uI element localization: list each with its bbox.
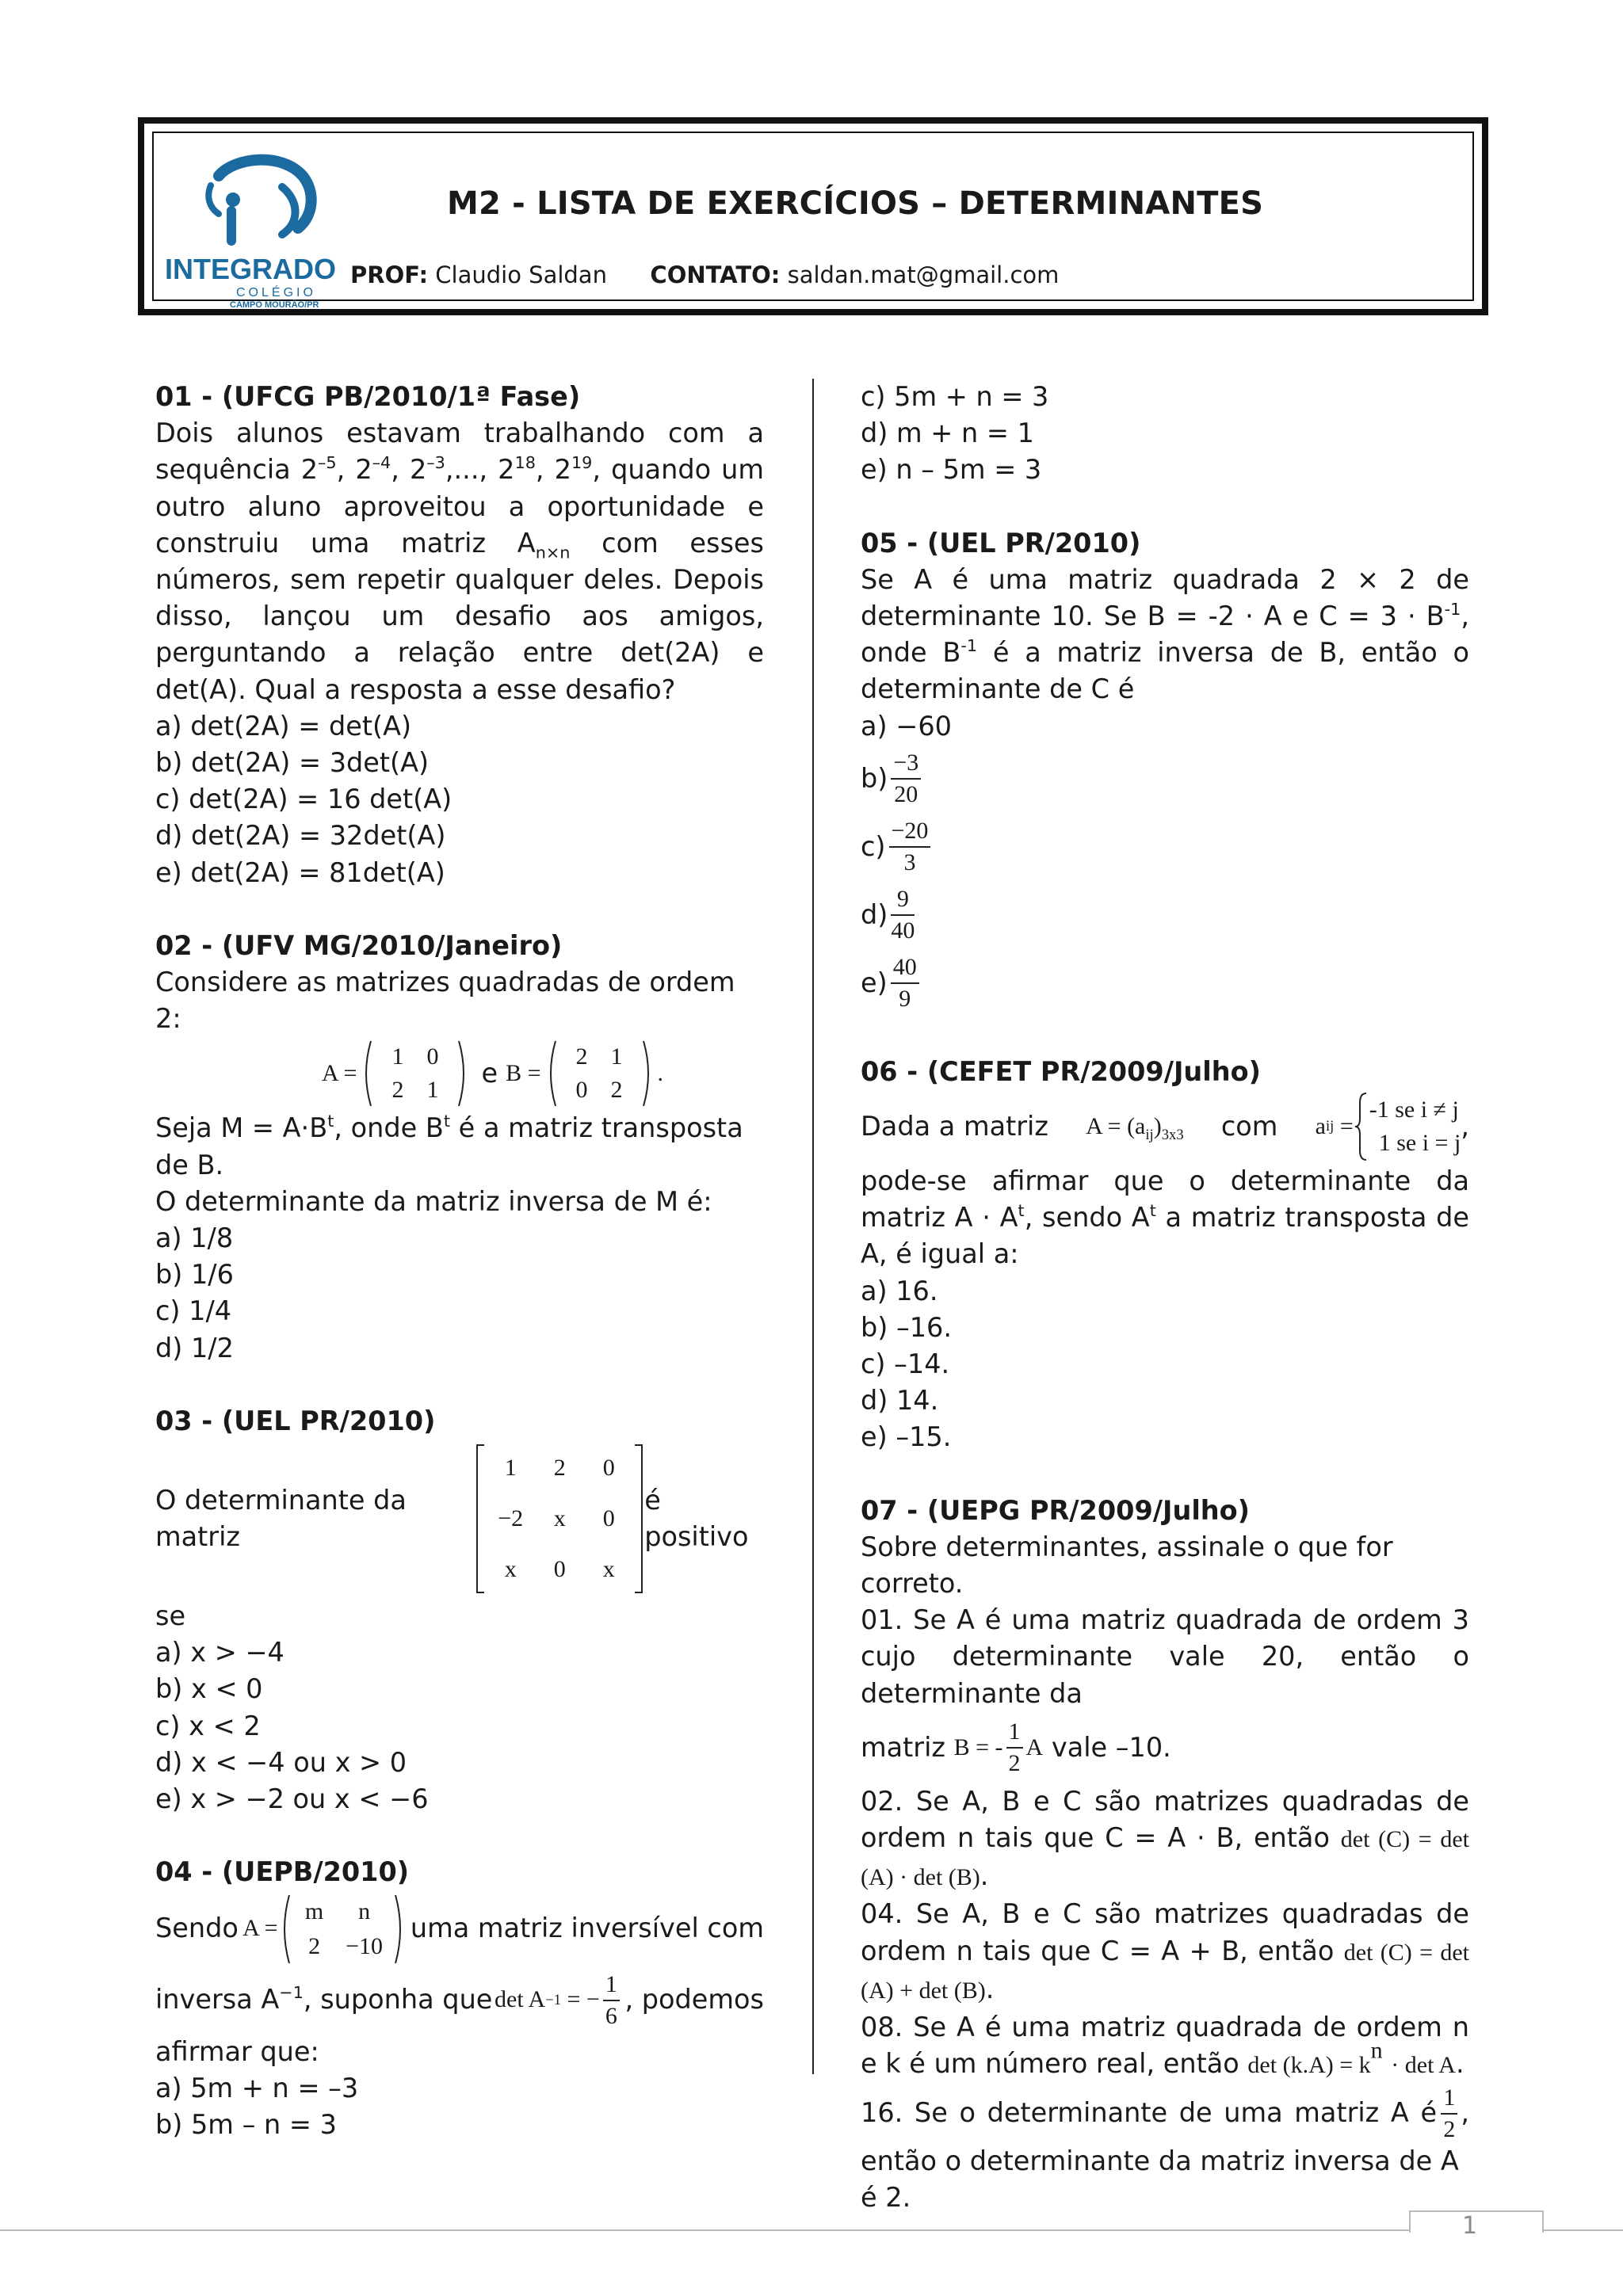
item-text: matriz (861, 1731, 945, 1763)
left-bracket-icon (475, 1444, 486, 1594)
question-02 (155, 928, 764, 1367)
option-label: b) (861, 762, 888, 794)
case: 1 se i = j (1378, 1130, 1461, 1157)
math-text: det (C) = det (A) + det (B) (861, 1939, 1469, 2004)
q06-text-3: a matriz transposta de A, é igual a: (861, 1202, 1469, 1270)
q04-exp: −1 (279, 1983, 304, 2003)
page-title: M2 - LISTA DE EXERCÍCIOS – DETERMINANTES (447, 185, 1264, 222)
item-16 (861, 2084, 1469, 2143)
matrix-cell: 2 (308, 1932, 321, 1959)
question-title: 07 - (UEPG PR/2009/Julho) (861, 1494, 1250, 1526)
item-text: . (1455, 2048, 1465, 2080)
comma: , (1461, 1110, 1469, 1142)
q01-sub: n×n (535, 543, 571, 563)
question-text: se (155, 1600, 186, 1632)
item-text: 16. Se o determinante de uma matriz A é (861, 2097, 1438, 2129)
column-divider (812, 379, 814, 2074)
q05-text-3: é a matriz inversa de B, então o determinante de C é (861, 637, 1470, 705)
footer-line (0, 2229, 1623, 2231)
matrix-cell: 2 (575, 1043, 588, 1070)
math-text: a (1315, 1112, 1326, 1139)
fraction-numerator: 1 (1006, 1717, 1023, 1749)
question-text (861, 1163, 1469, 1273)
item-16-cont: então o determinante da matriz inversa de A é 2. (861, 2145, 1459, 2213)
matrix-cell: n (358, 1897, 371, 1924)
question-text: O determinante da matriz (155, 1484, 407, 1553)
question-text: Sendo (155, 1913, 239, 1944)
piecewise-definition: a ij = -1 se i ≠ j 1 se i = j , (1316, 1092, 1469, 1161)
det-line (155, 1967, 764, 2034)
right-bracket-icon (633, 1444, 644, 1594)
school-logo (163, 152, 338, 307)
item-text: 08. Se A é uma matriz quadrada de ordem n e k é um número real, então (861, 2012, 1469, 2080)
option: b) –16. (861, 1311, 953, 1343)
matrix-cell: m (304, 1897, 324, 1924)
matrix-expression (1086, 1108, 1183, 1145)
option (861, 881, 1469, 949)
q01-text-1: Dois alunos estavam trabalhando com a sequência 2 (155, 418, 764, 486)
option: e) det(2A) = 81det(A) (155, 856, 445, 888)
matrix-label: A = (242, 1915, 278, 1942)
header-info (350, 261, 1059, 288)
q04-text-2: , suponha que (303, 1984, 493, 2016)
cases (1369, 1093, 1461, 1160)
matrix-2x2 (242, 1894, 406, 1965)
question-text: O determinante da matriz inversa de M é: (155, 1185, 712, 1217)
option: e) –15. (861, 1421, 952, 1453)
brace-icon (1354, 1092, 1369, 1161)
matrix-a-label: A = (322, 1060, 357, 1087)
option: a) det(2A) = det(A) (155, 710, 412, 742)
math-text: A (1025, 1733, 1044, 1760)
option: b) 1/6 (155, 1259, 234, 1291)
q02-text-2: , onde B (334, 1112, 444, 1144)
q06-exp-2: t (1149, 1201, 1156, 1221)
question-title: 02 - (UFV MG/2010/Janeiro) (155, 929, 563, 961)
fraction-denominator: 2 (1008, 1749, 1021, 1776)
item-08 (861, 2009, 1469, 2084)
logo-name: INTEGRADO (165, 253, 336, 285)
matrix-b-grid (564, 1040, 634, 1107)
left-paren-icon (360, 1039, 374, 1108)
fraction (603, 1970, 620, 2031)
q01-exp-4: 18 (514, 453, 536, 473)
question-title: 05 - (UEL PR/2010) (861, 527, 1141, 559)
option: c) –14. (861, 1348, 950, 1380)
left-paren-icon (544, 1039, 559, 1108)
option: a) 5m + n = –3 (155, 2072, 359, 2103)
right-paren-icon (456, 1039, 470, 1108)
logo-sub2: CAMPO MOURÃO/PR (230, 300, 319, 307)
item-text: vale –10. (1051, 1731, 1171, 1763)
option: c) det(2A) = 16 det(A) (155, 784, 453, 815)
q01-exp-2: –4 (372, 453, 391, 473)
q05-text-1: Se A é uma matriz quadrada 2 × 2 de determinante 10. Se B = -2 · A e C = 3 · B (861, 563, 1469, 632)
option-label: d) (861, 898, 888, 930)
q01-exp-5: 19 (571, 453, 593, 473)
q01-exp-1: –5 (318, 453, 337, 473)
question-text: Sobre determinantes, assinale o que for correto. (861, 1531, 1393, 1600)
q01-text-2: , 2 (336, 454, 372, 486)
option: b) 5m – n = 3 (155, 2108, 337, 2140)
q01-exp-3: –3 (426, 453, 445, 473)
q02-exp-2: t (443, 1112, 451, 1131)
question-07 (861, 1493, 1469, 2216)
item-04 (861, 1896, 1469, 2009)
fraction-numerator: −3 (891, 748, 921, 780)
fraction (1006, 1717, 1023, 1779)
option (861, 813, 1469, 881)
matrix-cell: 2 (391, 1077, 404, 1104)
q01-text-5: , 2 (535, 454, 571, 486)
q04-text-1: inversa A (155, 1984, 280, 2016)
q06-exp-1: t (1018, 1201, 1025, 1221)
matrix-cell: 1 (610, 1043, 623, 1070)
q02-text-1: Seja M = A·B (155, 1112, 328, 1144)
matrices-line (155, 1037, 764, 1110)
right-paren-icon (640, 1039, 655, 1108)
question-title: 01 - (UFCG PB/2010/1ª Fase) (155, 381, 581, 412)
math-text: A = (a (1086, 1112, 1146, 1139)
fraction-numerator: 1 (603, 1970, 620, 2001)
matrix-cell: 1 (391, 1043, 404, 1070)
question-text (155, 415, 764, 708)
option: d) x < −4 ou x > 0 (155, 1746, 407, 1778)
option-label: e) (861, 967, 888, 998)
question-text: Considere as matrizes quadradas de ordem 2: (155, 967, 735, 1035)
matrix-a-grid (380, 1040, 450, 1107)
fraction-denominator: 3 (903, 849, 916, 875)
q01-text-3: , 2 (391, 454, 427, 486)
q06-text-1: pode-se afirmar que o determinante da matriz A · A (861, 1165, 1469, 1234)
fraction-denominator: 2 (1443, 2115, 1456, 2142)
item-02 (861, 1783, 1469, 1897)
q01-text-7: com esses números, sem repetir qualquer deles. Depois disso, lançou um desafio aos amigos, perguntando a relação entre det(2A) e det(A). Qual a resposta a esse desafio? (155, 527, 764, 705)
option: a) 16. (861, 1275, 938, 1306)
option: d) 1/2 (155, 1332, 234, 1363)
fraction-numerator: −20 (889, 816, 931, 848)
option: e) x > −2 ou x < −6 (155, 1783, 429, 1815)
matrix-cell: 0 (553, 1556, 566, 1583)
matrix-cell: −10 (346, 1932, 384, 1959)
question-text: uma matriz inversível com (410, 1913, 764, 1944)
matrix-b (544, 1039, 655, 1108)
option: b) x < 0 (155, 1673, 263, 1705)
question-text: , podemos (624, 1984, 764, 2016)
item-text: , (1461, 2097, 1469, 2129)
fraction-numerator: 40 (891, 952, 919, 984)
q05-exp-1: -1 (1444, 600, 1461, 620)
case: -1 se i ≠ j (1369, 1097, 1459, 1123)
q06-text-2: , sendo A (1024, 1202, 1150, 1234)
matrix-grid (486, 1443, 633, 1595)
question-01 (155, 379, 764, 891)
left-paren-icon (278, 1894, 292, 1965)
math-text: det (C) = det (A) · det (B) (861, 1826, 1469, 1891)
matrix-cell: 0 (602, 1455, 615, 1482)
logo-sub1: COLÉGIO (236, 286, 316, 299)
right-column (861, 379, 1469, 2216)
matrix-cell: 0 (575, 1077, 588, 1104)
fraction-denominator: 20 (894, 780, 918, 807)
det-eq: = − (567, 1986, 600, 2013)
item-text: 04. Se A, B e C são matrizes quadradas de ordem n tais que C = A + B, então (861, 1898, 1469, 1966)
question-text: Dada a matriz (861, 1110, 1048, 1142)
option: c) 5m + n = 3 (861, 381, 1049, 412)
math-text: det (k.A) = k (1247, 2052, 1371, 2079)
math-sub: 3x3 (1161, 1126, 1184, 1143)
matrix-def-line (861, 1090, 1469, 1163)
det-label: det A (495, 1986, 546, 2013)
fraction-numerator: 9 (891, 884, 915, 916)
option: b) det(2A) = 3det(A) (155, 747, 430, 779)
matrix-line (155, 1891, 764, 1967)
fraction (889, 816, 931, 878)
fraction (1441, 2083, 1457, 2145)
q02-exp-1: t (327, 1112, 334, 1131)
matrix-cell: 1 (504, 1455, 517, 1482)
q05-text-2: , onde B (861, 601, 1469, 669)
fraction-numerator: 1 (1441, 2083, 1457, 2115)
question-text: afirmar que: (155, 2035, 319, 2067)
math-text: · det A (1391, 2052, 1456, 2079)
option: c) x < 2 (155, 1710, 261, 1741)
page-number: 1 (1462, 2212, 1478, 2240)
option: d) det(2A) = 32det(A) (155, 820, 446, 852)
fraction-wrap (1438, 2083, 1469, 2145)
and-text: e (481, 1058, 498, 1089)
prof-label: PROF: (350, 261, 429, 288)
matrix-cell: 2 (610, 1077, 623, 1104)
question-06 (861, 1054, 1469, 1456)
item-text: 02. Se A, B e C são matrizes quadradas de ordem n tais que C = A · B, então (861, 1785, 1469, 1854)
question-title: 03 - (UEL PR/2010) (155, 1405, 436, 1436)
question-text (155, 1981, 492, 2018)
prof-name: Claudio Saldan (435, 261, 607, 288)
option: d) m + n = 1 (861, 418, 1034, 449)
fraction-denominator: 6 (605, 2002, 617, 2029)
option (861, 745, 1469, 813)
option: e) n – 5m = 3 (861, 454, 1042, 486)
matrix-cell: x (553, 1505, 566, 1532)
fraction (891, 748, 921, 810)
question-text (155, 1110, 764, 1183)
matrix-cell: 0 (602, 1505, 615, 1532)
question-03 (155, 1403, 764, 1817)
question-text: é positivo (644, 1484, 749, 1553)
option: c) 1/4 (155, 1295, 232, 1327)
header-inner-frame (152, 132, 1474, 307)
question-text: com (1220, 1110, 1278, 1142)
option-label: c) (861, 830, 886, 862)
left-column (155, 379, 764, 2143)
logo-emblem-icon (163, 152, 338, 307)
matrix-3x3 (475, 1443, 644, 1595)
question-title: 04 - (UEPB/2010) (155, 1856, 410, 1888)
det-expression: det A −1 = − $\frac{1}{6}$ (495, 1970, 623, 2031)
option: a) x > −4 (155, 1637, 285, 1669)
option (861, 949, 1469, 1017)
math-sub: ij (1145, 1126, 1154, 1143)
matrix-cell: 0 (426, 1043, 439, 1070)
question-title: 06 - (CEFET PR/2009/Julho) (861, 1055, 1261, 1087)
fraction-denominator: 40 (891, 917, 915, 944)
matrix-b-label: B = (506, 1060, 541, 1087)
q05-exp-2: -1 (960, 636, 978, 656)
matrix-line (155, 1440, 764, 1598)
item-text: . (980, 1860, 989, 1892)
matrix-cell: 2 (553, 1455, 566, 1482)
item-01: 01. Se A é uma matriz quadrada de ordem 3 cujo determinante vale 20, então o determinante da (861, 1604, 1469, 1709)
q02-text-3: é a matriz transposta de B. (155, 1112, 743, 1180)
q01-text-4: ,..., 2 (445, 454, 515, 486)
right-paren-icon (392, 1894, 407, 1965)
math-text: = (1339, 1112, 1354, 1139)
item-text: . (985, 1973, 995, 2004)
fraction (891, 952, 919, 1014)
question-04 (155, 1854, 764, 2143)
math-expression (954, 1717, 1044, 1779)
option: a) 1/8 (155, 1222, 234, 1254)
q01-text-6: , quando um outro aluno aproveitou a oportunidade e construiu uma matriz A (155, 454, 764, 559)
item-01-math (861, 1712, 1469, 1783)
math-text: ) (1153, 1112, 1162, 1139)
fraction-denominator: 9 (899, 985, 911, 1012)
header-box (138, 117, 1488, 315)
contact-value: saldan.mat@gmail.com (787, 261, 1060, 288)
option: a) −60 (861, 710, 952, 742)
dot: . (657, 1060, 663, 1087)
matrix-cell: x (504, 1556, 517, 1583)
matrix-cell: −2 (498, 1505, 524, 1532)
contact-label: CONTATO: (650, 261, 781, 288)
question-05 (861, 525, 1469, 1017)
option: d) 14. (861, 1385, 939, 1417)
matrix-cell: x (602, 1556, 615, 1583)
matrix-grid (292, 1894, 392, 1964)
matrix-cell: 1 (426, 1077, 439, 1104)
fraction (891, 884, 915, 946)
math-exp: n (1370, 2037, 1383, 2064)
math-text: B = - (953, 1733, 1003, 1760)
question-text (861, 562, 1469, 708)
matrix-a (360, 1039, 470, 1108)
